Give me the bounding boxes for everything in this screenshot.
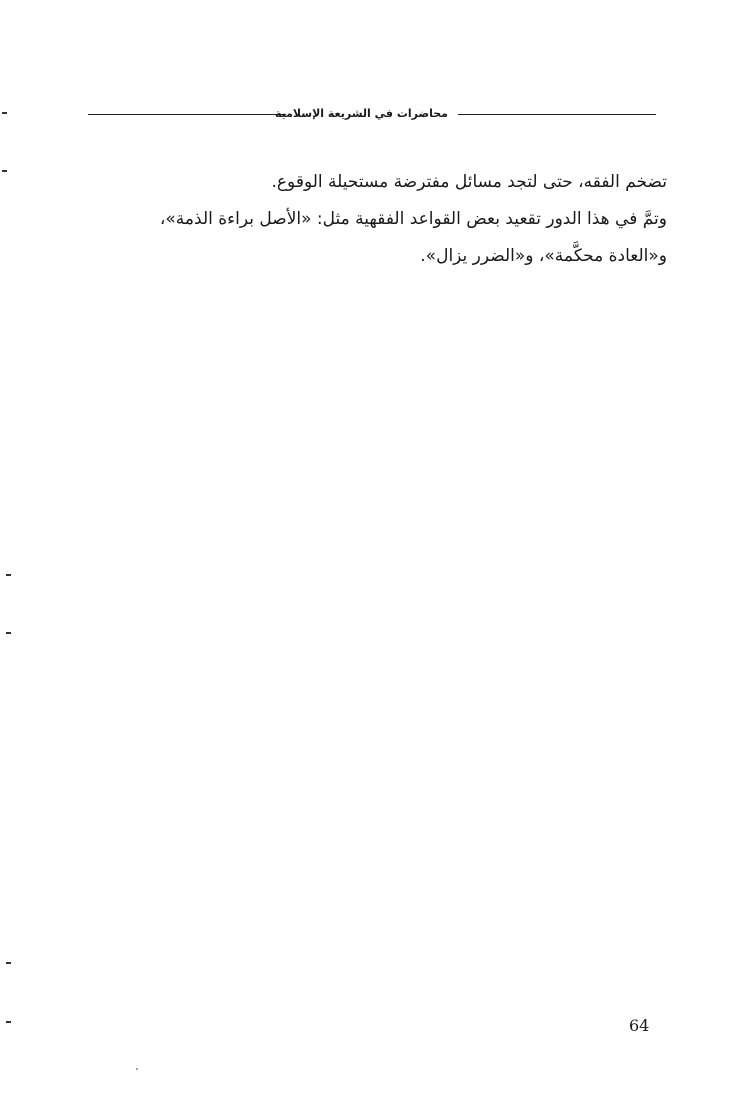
scan-mark <box>6 574 11 576</box>
page-number: 64 <box>629 1016 650 1035</box>
body-line: تضخم الفقه، حتى لتجد مسائل مفترضة مستحيلة الوقوع. <box>271 172 667 192</box>
body-line: و«العادة محكَّمة»، و«الضرر يزال». <box>420 246 667 266</box>
header-rule-right <box>458 114 656 115</box>
scan-mark <box>2 112 7 114</box>
body-line: وتمَّ في هذا الدور تقعيد بعض القواعد الفقهية مثل: «الأصل براءة الذمة»، <box>159 209 667 229</box>
running-header <box>88 103 656 125</box>
scan-mark <box>6 962 11 964</box>
scan-mark <box>6 632 11 634</box>
body-paragraphs <box>97 164 667 275</box>
scan-mark <box>2 170 7 172</box>
scan-mark <box>6 1021 11 1023</box>
header-rule-left <box>88 114 286 115</box>
scan-dot <box>136 1068 138 1070</box>
running-header-title: محاضرات في الشريعة الإسلامية <box>274 107 448 120</box>
